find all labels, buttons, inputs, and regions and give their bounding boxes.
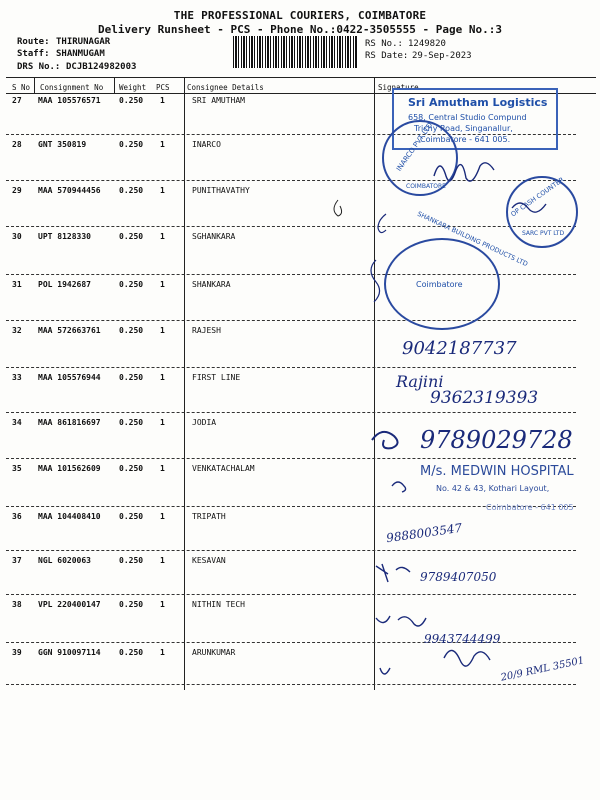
cell-consignee: TRIPATH (192, 512, 226, 521)
cell-weight: 0.250 (119, 464, 144, 473)
rs-no-label: RS No.: (365, 39, 403, 49)
amutham-stamp-addr2: Trichy Road, Singanallur, (414, 124, 513, 133)
tripath-handwritten-phone: 9888003547 (385, 520, 463, 546)
cell-consignee: KESAVAN (192, 556, 226, 565)
cell-sno: 29 (12, 186, 22, 195)
rs-date-label: RS Date: (365, 51, 409, 61)
col-header-consignment: Consignment No (40, 83, 104, 92)
cell-weight: 0.250 (119, 648, 144, 657)
route-value: THIRUNAGAR (56, 37, 111, 47)
rs-no-value: 1249820 (408, 39, 446, 49)
inarco-stamp-text: INARCO PVT LTD (394, 121, 435, 173)
document-title: THE PROFESSIONAL COURIERS, COIMBATORE (173, 9, 427, 22)
cell-sno: 35 (12, 464, 22, 473)
cell-weight: 0.250 (119, 232, 144, 241)
cell-pcs: 1 (160, 326, 165, 335)
cell-pcs: 1 (160, 186, 165, 195)
firstline-handwritten-phone: 9362319393 (430, 388, 539, 408)
medwin-stamp-city: Coimbatore - 641 005 (486, 503, 574, 512)
cell-consignee: VENKATACHALAM (192, 464, 255, 473)
amutham-stamp-addr3: Coimbatore - 641 005. (420, 135, 511, 144)
route-label: Route: (17, 37, 50, 47)
shankara-stamp-text: SHANKARA BUILDING PRODUCTS LTD (415, 209, 530, 269)
cell-weight: 0.250 (119, 418, 144, 427)
shankara-stamp-city: Coimbatore (416, 280, 463, 289)
cell-weight: 0.250 (119, 556, 144, 565)
jodia-handwritten-phone: 9789029728 (420, 426, 573, 454)
cell-consignment-no: MAA 861816697 (38, 418, 101, 427)
cell-consignee: SHANKARA (192, 280, 231, 289)
amutham-stamp-addr1: 658, Central Studio Compund (408, 113, 527, 122)
rajesh-handwritten-phone: 9042187737 (402, 338, 517, 359)
cell-pcs: 1 (160, 512, 165, 521)
cell-consignment-no: UPT 8128330 (38, 232, 91, 241)
cell-consignment-no: VPL 220400147 (38, 600, 101, 609)
cell-sno: 31 (12, 280, 22, 289)
nithin-handwritten-phone: 9943744499 (424, 632, 501, 646)
cash-counter-stamp-text: OP CASH COUNTER (509, 175, 566, 219)
cell-pcs: 1 (160, 418, 165, 427)
drs-value: DCJB124982003 (66, 62, 137, 72)
cell-consignment-no: MAA 105576571 (38, 96, 101, 105)
firstline-handwritten-name: Rajini (396, 372, 444, 391)
cell-consignee: SRI AMUTHAM (192, 96, 245, 105)
cell-sno: 39 (12, 648, 22, 657)
cell-sno: 36 (12, 512, 22, 521)
cell-sno: 34 (12, 418, 22, 427)
kesavan-handwritten-phone: 9789407050 (420, 570, 497, 584)
cell-weight: 0.250 (119, 326, 144, 335)
amutham-stamp-name: Sri Amutham Logistics (408, 96, 548, 109)
cell-consignment-no: MAA 105576944 (38, 373, 101, 382)
col-header-signature: Signature (378, 83, 419, 92)
cell-pcs: 1 (160, 280, 165, 289)
cell-sno: 30 (12, 232, 22, 241)
cell-consignment-no: MAA 572663761 (38, 326, 101, 335)
cell-pcs: 1 (160, 464, 165, 473)
arunkumar-handwritten-note: 20/9 RML 35501 (499, 655, 586, 684)
cell-consignment-no: NGL 6020063 (38, 556, 91, 565)
cell-consignment-no: MAA 101562609 (38, 464, 101, 473)
rs-date-value: 29-Sep-2023 (412, 51, 472, 61)
cell-weight: 0.250 (119, 140, 144, 149)
cell-sno: 27 (12, 96, 22, 105)
sarc-stamp-text: SARC PVT LTD (522, 230, 565, 237)
cell-consignee: JODIA (192, 418, 217, 427)
cell-pcs: 1 (160, 373, 165, 382)
staff-label: Staff: (17, 49, 50, 59)
cell-pcs: 1 (160, 96, 165, 105)
document-subtitle: Delivery Runsheet - PCS - Phone No.:0422-3505555 - Page No.:3 (98, 23, 502, 36)
cell-sno: 37 (12, 556, 22, 565)
cell-consignee: RAJESH (192, 326, 221, 335)
cell-consignee: FIRST LINE (192, 373, 241, 382)
cell-sno: 32 (12, 326, 22, 335)
cell-consignee: ARUNKUMAR (192, 648, 236, 657)
cell-sno: 38 (12, 600, 22, 609)
cell-consignment-no: GGN 910097114 (38, 648, 101, 657)
drs-label: DRS No.: (17, 62, 61, 72)
cell-pcs: 1 (160, 600, 165, 609)
col-header-consignee: Consignee Details (187, 83, 264, 92)
cell-pcs: 1 (160, 556, 165, 565)
cell-sno: 33 (12, 373, 22, 382)
medwin-stamp-name: M/s. MEDWIN HOSPITAL (420, 464, 574, 479)
cell-consignee: INARCO (192, 140, 221, 149)
cell-consignee: SGHANKARA (192, 232, 236, 241)
cell-consignment-no: MAA 570944456 (38, 186, 101, 195)
col-header-weight: Weight (119, 83, 147, 92)
cell-weight: 0.250 (119, 186, 144, 195)
cell-pcs: 1 (160, 232, 165, 241)
cell-weight: 0.250 (119, 512, 144, 521)
cell-weight: 0.250 (119, 96, 144, 105)
cell-consignee: NITHIN TECH (192, 600, 245, 609)
medwin-stamp-addr: No. 42 & 43, Kothari Layout, (436, 484, 550, 493)
col-header-pcs: PCS (156, 83, 170, 92)
cell-weight: 0.250 (119, 600, 144, 609)
cell-consignment-no: GNT 350819 (38, 140, 87, 149)
cell-weight: 0.250 (119, 373, 144, 382)
cell-sno: 28 (12, 140, 22, 149)
cell-consignee: PUNITHAVATHY (192, 186, 250, 195)
cell-pcs: 1 (160, 648, 165, 657)
cell-consignment-no: POL 1942687 (38, 280, 91, 289)
inarco-stamp-city: COIMBATORE (406, 183, 446, 190)
cell-weight: 0.250 (119, 280, 144, 289)
col-header-sno: S No (12, 83, 31, 92)
cell-pcs: 1 (160, 140, 165, 149)
staff-value: SHANMUGAM (56, 49, 105, 59)
cell-consignment-no: MAA 104408410 (38, 512, 101, 521)
